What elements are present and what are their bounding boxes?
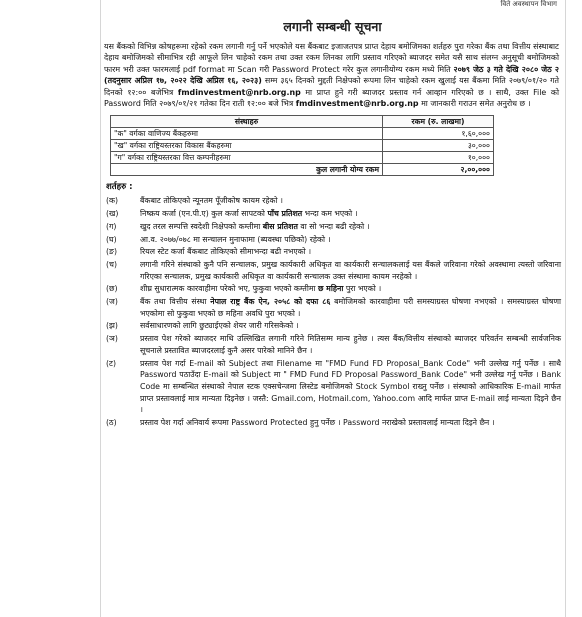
table-cell-amount: १०,०००: [383, 152, 494, 164]
condition-item: [104, 234, 561, 246]
condition-item: [104, 208, 561, 220]
notice-page: [104, 0, 561, 617]
condition-item: [104, 221, 561, 233]
condition-item: [104, 195, 561, 207]
table-row: [111, 152, 494, 164]
department-name: [501, 0, 558, 9]
table-cell-name: "ग" वर्गका राष्ट्रियस्तरका वित्त कम्पनीहरुमा: [111, 152, 383, 164]
condition-item: [104, 246, 561, 258]
condition-highlight: बीस प्रतिशत: [262, 221, 298, 231]
investment-table: [110, 115, 494, 176]
condition-highlight: पाँच प्रतिशत: [267, 209, 303, 219]
condition-text: शीघ्र सुधारात्मक कारवाहीमा परेको भए, फुकुवा भएको कम्तीमा: [140, 284, 318, 294]
condition-label: (क): [106, 196, 119, 206]
table-header-institutions: संस्थाहरु: [111, 116, 383, 128]
condition-label: (ग): [106, 221, 117, 231]
condition-text: निष्क्रय कर्जा (एन.पी.ए) कुल कर्जा सापटको: [140, 209, 268, 219]
table-row: [111, 128, 494, 140]
condition-item: [104, 296, 561, 319]
condition-label: (ट): [106, 358, 117, 368]
condition-label: (घ): [106, 234, 117, 244]
condition-text: बैंकबाट तोकिएको न्यूनतम पूँजीकोष कायम रहेको ।: [140, 196, 283, 206]
condition-item: [104, 320, 561, 332]
condition-text: आ.व. २०७७/०७८ मा सन्चालन मुनाफामा (ब्यवस्था पछिको) रहेको ।: [140, 234, 331, 244]
condition-item: [104, 259, 561, 282]
condition-text-end: पुरा भएको ।: [343, 284, 382, 294]
condition-label: (ञ): [106, 334, 118, 344]
intro-paragraph: [104, 41, 559, 109]
letterhead: [104, 0, 561, 38]
table-cell-name: "ख" वर्गका राष्ट्रियस्तरका विकास बैंकहरुमा: [111, 140, 383, 152]
table-row: [111, 140, 494, 152]
condition-label: (च): [106, 259, 118, 269]
table-total-label: कुल लगानी योग्य रकम: [111, 164, 383, 176]
condition-item: [104, 358, 561, 417]
conditions-heading: शर्तहरु :: [106, 182, 133, 193]
condition-item: [104, 417, 561, 429]
condition-item: [104, 333, 561, 356]
condition-text: लगानी गरिने संस्थाको कुनै पनि सन्चालक, प्रमुख कार्यकारी अधिकृत वा कार्यकारी सन्चालकलाई यस बैंकले जरिवाना गरेको अवस्थामा त्यस्तो जरिवाना गरिएका सन्चालक, प्रमुख कार्यकारी अधिकृत वा कार्यकारी सन्चालक उक्त संस्थामा कायम नरहेको ।: [140, 259, 561, 281]
condition-text: प्रस्ताव पेश गर्दा E-mail को Subject तथा Filename मा "FMD Fund FD Proposal_Bank Code" भनी उल्लेख गर्नु पर्नेछ । साथै Password पठाउँदा E-mail को Subject मा " FMD Fund FD Proposal Password_Bank Code" भनी उल्लेख गर्नु पर्नेछ । Bank Code मा सम्बन्धित संस्थाको नेपाल स्टक एक्सचेन्जमा लिस्टेड बमोजिमको Stock Symbol राख्नु पर्नेछ । संस्थाको आधिकारिक E-mail मार्फत प्राप्त प्रस्तावलाई मात्र मान्यता दिइनेछ । जस्तै: Gmail.com, Hotmail.com, Yahoo.com आदि मार्फत प्राप्त E-mail लाई मान्यता दिइने छैन ।: [140, 358, 561, 415]
condition-text: प्रस्ताव पेश गर्दा अनिवार्य रूपमा Password Protected हुनु पर्नेछ । Password नराखेको प्रस्तावलाई मान्यता दिइने छैन ।: [140, 418, 495, 428]
condition-highlight: छ महिना: [318, 284, 344, 294]
condition-item: [104, 283, 561, 295]
table-total-amount: २,००,०००: [383, 164, 494, 176]
condition-label: (झ): [106, 321, 118, 331]
table-header-row: [111, 116, 494, 128]
condition-text-end: वा सो भन्दा बढी रहेको ।: [297, 221, 370, 231]
table-cell-name: "क" वर्गका वाणिज्य बैंकहरुमा: [111, 128, 383, 140]
condition-label: (ङ): [106, 247, 118, 257]
table-cell-amount: ३०,०००: [383, 140, 494, 152]
condition-text: बैंक तथा वित्तीय संस्था: [140, 297, 211, 307]
intro-text-1: यस बैंकको विभिन्न कोषहरूमा रहेको रकम लगानी गर्नु पर्ने भएकोले यस बैंकबाट इजाजतपत्र प्राप्त देहाय बमोजिमका शर्तहरु पुरा गरेका बैंक तथा वित्तीय संस्थाबाट देहाय बमोजिमको सीमाभित्र रही आफूले लिन चाहेको रकम तथा उक्त रकम लिनका लागि प्रस्ताव गरिएको ब्याजदर समेत यसै साथ संलग्न अनुसूची बमोजिमको फारम भरी उक्त फारमलाई pdf format मा Scan गरी Password Protect गरेर कुल लगानीयोग्य रकम मध्ये मिति: [104, 42, 559, 74]
department-line-2: विते अवस्थापन विभाग: [500, 0, 557, 8]
table-cell-amount: १,६०,०००: [383, 128, 494, 140]
condition-text: सर्वसाधारणको लागि छुट्याईएको शेयर जारी गरिसकेको ।: [140, 321, 299, 331]
condition-label: (ठ): [106, 418, 117, 428]
intro-text-4: मा जानकारी गराउन समेत अनुरोध छ ।: [418, 99, 531, 109]
condition-label: (छ): [106, 284, 118, 294]
intro-text-3: मा प्राप्त हुने गरी ब्याजदर प्रस्ताव गर्न आव्हान गरिएको छ । साथै, उक्त File को Password मिति २०७९/०१/२१ गतेका दिन राती १२:०० बजे भित्र: [104, 87, 559, 109]
condition-text-end: भन्दा कम भएको ।: [302, 209, 358, 219]
table-total-row: [111, 164, 494, 176]
condition-text-end: बमोजिमको कारवाहीमा परी समस्याग्रस्त घोषणा नभएको । समस्याग्रस्त घोषणा भएकोमा सो फुकुवा भएको छ महिना अवधि पुरा भएको ।: [140, 297, 562, 318]
condition-text: खुद तरल सम्पत्ति स्वदेशी निक्षेपको कम्तीमा: [140, 221, 263, 231]
condition-highlight: नेपाल राष्ट्र बैंक ऐन, २०५८ को दफा ८६: [210, 297, 331, 307]
page-title: लगानी सम्बन्धी सूचना: [283, 19, 382, 34]
intro-date-range: २०७९ जेठ ३ गते देखि २०८० जेठ २ (तदनुसार अप्रिल १७, २०२२ देखि अप्रिल १६, २०२३): [104, 64, 559, 86]
intro-text-2: सम्म ३६५ दिनको मुद्दती निक्षेपको रूपमा लिन चाहेको रकम खुलाई यस बैंकमा मिति २०७९/०१/२० गते दिनको १२:०० बजेभित्र: [104, 76, 560, 97]
condition-label: (ज): [106, 297, 118, 307]
condition-text: प्रस्ताव पेश गरेको ब्याजदर माथि उल्लिखित लगानी गरिने मितिसम्म मान्य हुनेछ । त्यस बैंक/वित्तीय संस्थाको ब्याजदर परिवर्तन सम्बन्धी सार्वजनिक सूचनाले प्रस्तावित ब्याजदरलाई कुनै असर पारेको मानिने छैन ।: [140, 334, 561, 355]
condition-label: (ख): [106, 209, 119, 219]
intro-email-1: fmdinvestment@nrb.org.np: [177, 87, 301, 97]
intro-email-2: fmdinvestment@nrb.org.np: [295, 99, 419, 109]
table-header-amount: रकम (रु. लाखमा): [383, 116, 494, 128]
condition-text: रियल स्टेट कर्जा बैंकबाट तोकिएको सीमाभन्दा बढी नभएको ।: [140, 247, 312, 257]
